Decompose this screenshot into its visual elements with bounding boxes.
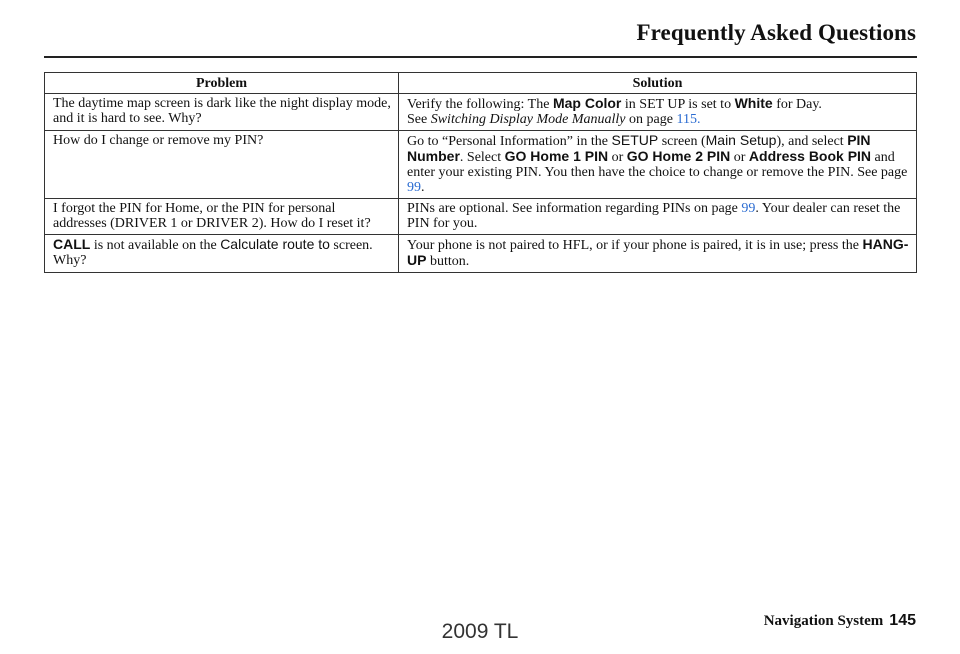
- solution-text: and enter your existing PIN. You then have the choice to change or remove the PIN. See page: [407, 150, 908, 180]
- table-row: [45, 199, 917, 235]
- solution-text: or: [608, 150, 627, 165]
- ui-term: SETUP: [611, 132, 659, 148]
- problem-cell: How do I change or remove my PIN?: [45, 131, 399, 199]
- table-header-row: [45, 73, 917, 94]
- page-link[interactable]: 99: [741, 201, 756, 216]
- solution-cell: [399, 131, 917, 199]
- solution-text: screen (: [658, 134, 706, 149]
- footer-section-name: Navigation System: [763, 613, 884, 629]
- solution-text: PINs are optional. See information regarding PINs on page: [407, 201, 742, 216]
- solution-text: . Select: [459, 150, 505, 165]
- table-row: [45, 94, 917, 131]
- ui-term: Calculate route to: [220, 236, 330, 252]
- problem-text: screen. Why?: [53, 238, 373, 268]
- ui-term: Main Setup: [705, 132, 777, 148]
- ui-term: Address Book PIN: [748, 148, 872, 164]
- solution-text: in SET UP is set to: [621, 97, 735, 112]
- ui-term: CALL: [53, 236, 91, 252]
- solution-text: See: [407, 112, 431, 127]
- solution-cell: [399, 235, 917, 273]
- solution-text: on page: [625, 112, 677, 127]
- ui-term: Map Color: [552, 95, 622, 111]
- column-header-problem: Problem: [45, 73, 399, 94]
- table-row: [45, 131, 917, 199]
- solution-text: .: [421, 180, 425, 195]
- ui-term: GO Home 2 PIN: [626, 148, 731, 164]
- solution-text: for Day.: [772, 97, 822, 112]
- ui-term: White: [734, 95, 773, 111]
- solution-text: or: [730, 150, 749, 165]
- solution-text: button.: [426, 254, 470, 269]
- problem-cell: [45, 235, 399, 273]
- ui-term: GO Home 1 PIN: [504, 148, 609, 164]
- page-title: Frequently Asked Questions: [636, 20, 916, 45]
- solution-text: . Your dealer can reset the PIN for you.: [407, 201, 901, 231]
- page-link[interactable]: 115.: [676, 112, 701, 127]
- page-number: 145: [889, 612, 916, 629]
- ui-term: PIN Number: [407, 132, 871, 164]
- solution-text: ), and select: [776, 134, 848, 149]
- column-header-solution: Solution: [399, 73, 917, 94]
- ui-term: HANG-UP: [407, 236, 909, 268]
- solution-text: Verify the following: The: [407, 97, 553, 112]
- title-divider: [44, 56, 917, 58]
- problem-cell: I forgot the PIN for Home, or the PIN for personal addresses (DRIVER 1 or DRIVER 2). How do I reset it?: [45, 199, 399, 235]
- page-link[interactable]: 99: [407, 180, 421, 195]
- solution-text: Go to “Personal Information” in the: [407, 134, 612, 149]
- watermark: 2009 TL: [441, 620, 519, 643]
- solution-text: Your phone is not paired to HFL, or if your phone is paired, it is in use; press the: [407, 238, 863, 253]
- section-reference: Switching Display Mode Manually: [430, 112, 626, 127]
- table-row: [45, 235, 917, 273]
- problem-text: is not available on the: [90, 238, 221, 253]
- solution-cell: [399, 94, 917, 131]
- solution-cell: [399, 199, 917, 235]
- faq-table: [44, 72, 917, 273]
- problem-cell: The daytime map screen is dark like the night display mode, and it is hard to see. Why?: [45, 94, 399, 131]
